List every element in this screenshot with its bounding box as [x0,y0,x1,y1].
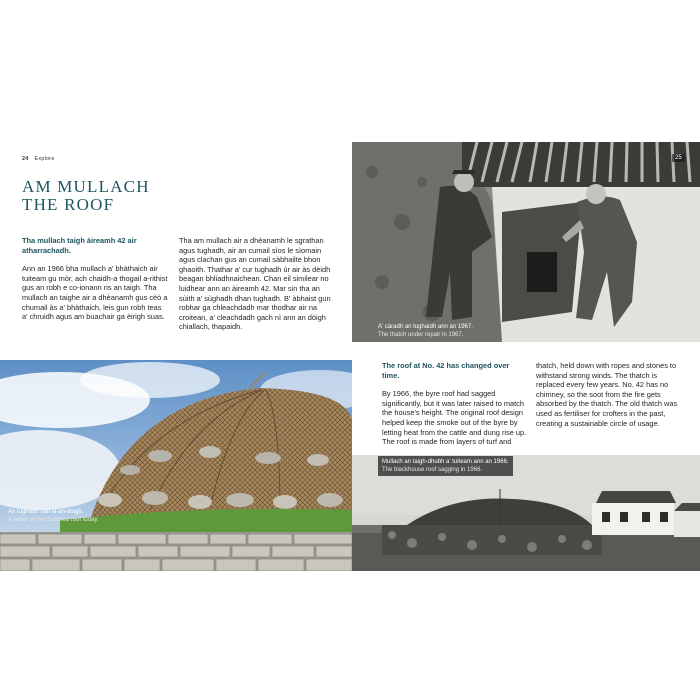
left-page-number: 24 [22,156,29,162]
thatched-roof-photo [0,360,352,571]
title-english: THE ROOF [22,195,115,214]
thatched-roof-illustration [0,360,352,571]
caption-english: The blackhouse roof sagging in 1966. [382,467,483,473]
title-gaelic: AM MULLACH [22,177,150,196]
english-paragraph-1: By 1966, the byre roof had sagged significantly, but it was later raised to match the house's height. The original roof design helped keep the smoke out of the byre by letting heat from the cattle and dung rise up. The roof is made from layers of turf and [382,389,527,447]
english-lead: The roof at No. 42 has changed over time. [382,361,510,380]
english-column-1 [382,361,528,447]
gaelic-paragraph-1: Ann an 1966 bha mullach a' bhàthaich air tuiteam gu mòr, ach chaidh-a thogail a-rithist gus an robh e co-ionann ris an taigh. Tha mullach an taighe air a dhèanamh gus cèò a chumail às a' bhàthaich, leis gun robh teas a' chruidh agus am buachair ga èirigh suas. [22,264,168,322]
caption-english: The thatch under repair in 1967. [378,332,464,338]
english-column-2 [536,361,682,428]
caption-gaelic: Mullach an taigh-dhubh a' tuiteam ann an 1966. [382,459,509,465]
page-title [22,178,150,214]
caption-gaelic: An tughadh san là-an-diugh. [8,509,84,515]
blackhouse-caption [378,456,513,476]
thatched-roof-caption [6,507,101,525]
blackhouse-1966-photo [352,455,700,571]
english-paragraph-2: thatch, held down with ropes and stones to withstand strong winds. The thatch is replaced every few years. No. 42 has no chimney, so the soot from the fire gets absorbed by the thatch. The old thatch was used as fertiliser for crofters in the past, creating a sustainable circle of usage. [536,361,678,428]
gaelic-paragraph-2: Tha am mullach air a dhèanamh le sgrathan agus tughadh, air an cumail sìos le sìomain agus clachan gus an cumail sàbhailte bhon ghaoith. Thathar a' cur tughadh ùr air às dèidh beagan bhliadhnaichean. Chan eil similear no luidhear ann an àireamh 42. Mar sin tha an sùith a' sùghadh dhan tughadh. B' àbhaist gun robhar ga chleachdadh mar thodhar air na croitean, a' cleachdadh gach nì ann an dòigh chiallach, thapaidh. [179,236,331,332]
left-folio [22,156,55,162]
caption-gaelic: A' càradh an tughaidh ann an 1967. [378,324,473,330]
folio-section-label: Explore [34,156,55,162]
gaelic-column-2 [179,236,337,332]
thatch-repair-photo [352,142,700,342]
thatch-repair-caption [376,322,475,340]
right-page-number: 25 [672,154,685,162]
gaelic-column-1 [22,236,169,322]
gaelic-lead: Tha mullach taigh àireamh 42 air atharrachadh. [22,236,137,255]
thatch-repair-illustration [352,142,700,342]
caption-english: A detail of the thatched roof today. [8,517,99,523]
